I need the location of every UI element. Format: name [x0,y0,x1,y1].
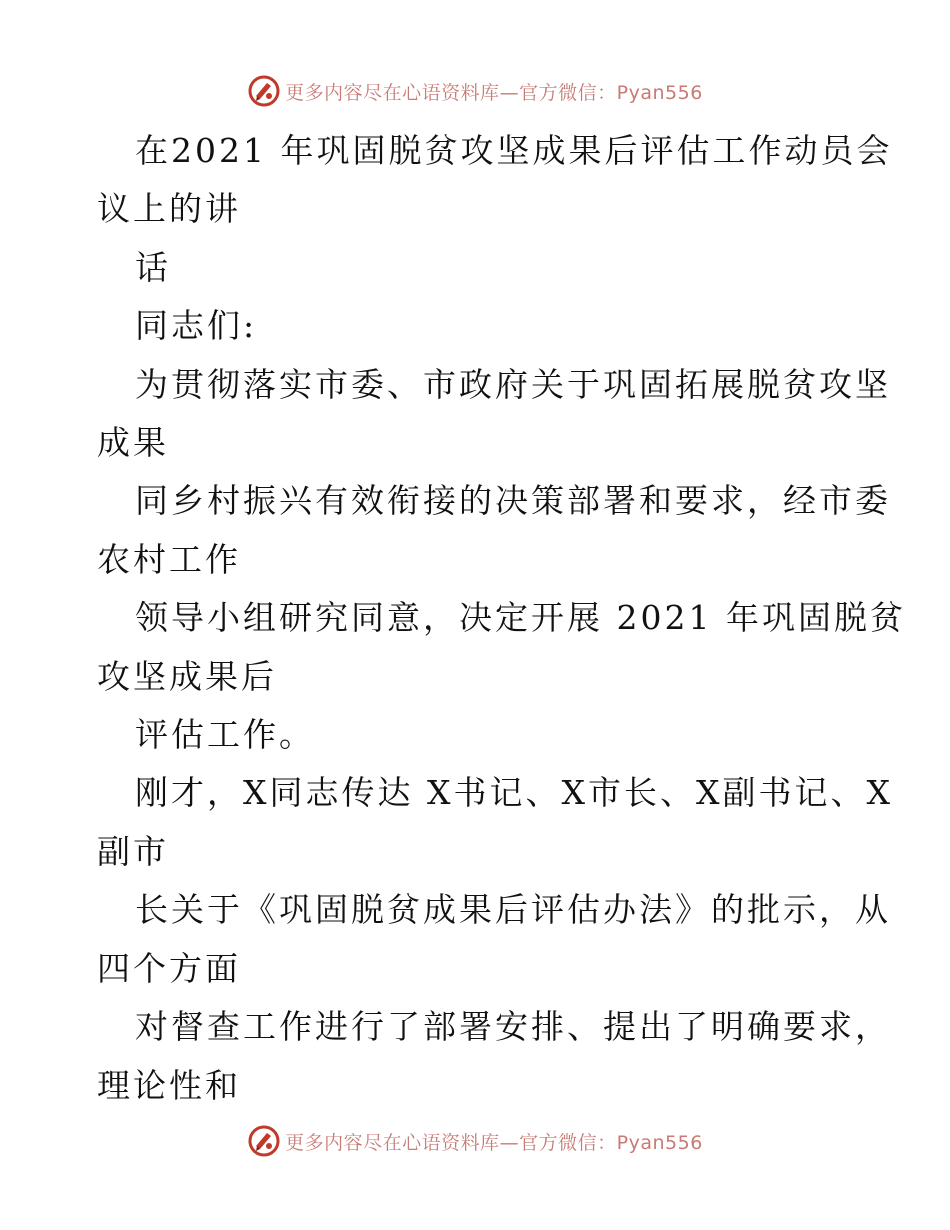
watermark-text: 更多内容尽在心语资料库—官方微信：Pyan556 [285,81,703,104]
text-line: 同乡村振兴有效衔接的决策部署和要求，经市委 [135,481,891,521]
document-body [97,122,906,1115]
watermark-text: 更多内容尽在心语资料库—官方微信：Pyan556 [285,1131,703,1154]
text-line: 对督查工作进行了部署安排、提出了明确要求， [135,1007,891,1047]
watermark-footer [0,1121,950,1161]
text-line: 评估工作。 [135,715,315,755]
text-line: 四个方面 [97,948,241,988]
brand-logo-icon [247,1124,281,1158]
text-line: 同志们: [135,306,258,346]
text-line: 理论性和 [97,1065,241,1105]
text-line: 副市 [97,831,169,871]
text-line: 为贯彻落实市委、市政府关于巩固拓展脱贫攻坚 [135,364,891,404]
text-line: 长关于《巩固脱贫成果后评估办法》的批示，从 [135,890,891,930]
text-line: 刚才，X同志传达 X书记、X市长、X副书记、X [135,773,893,813]
brand-logo-icon [247,74,281,108]
text-line: 农村工作 [97,539,241,579]
text-line: 攻坚成果后 [97,656,277,696]
text-line: 领导小组研究同意，决定开展 2021 年巩固脱贫 [135,598,906,638]
text-line: 话 [135,247,171,287]
watermark-header [0,71,950,111]
text-line: 议上的讲 [97,189,241,229]
text-line: 成果 [97,423,169,463]
text-line: 在2021 年巩固脱贫攻坚成果后评估工作动员会 [135,131,893,170]
